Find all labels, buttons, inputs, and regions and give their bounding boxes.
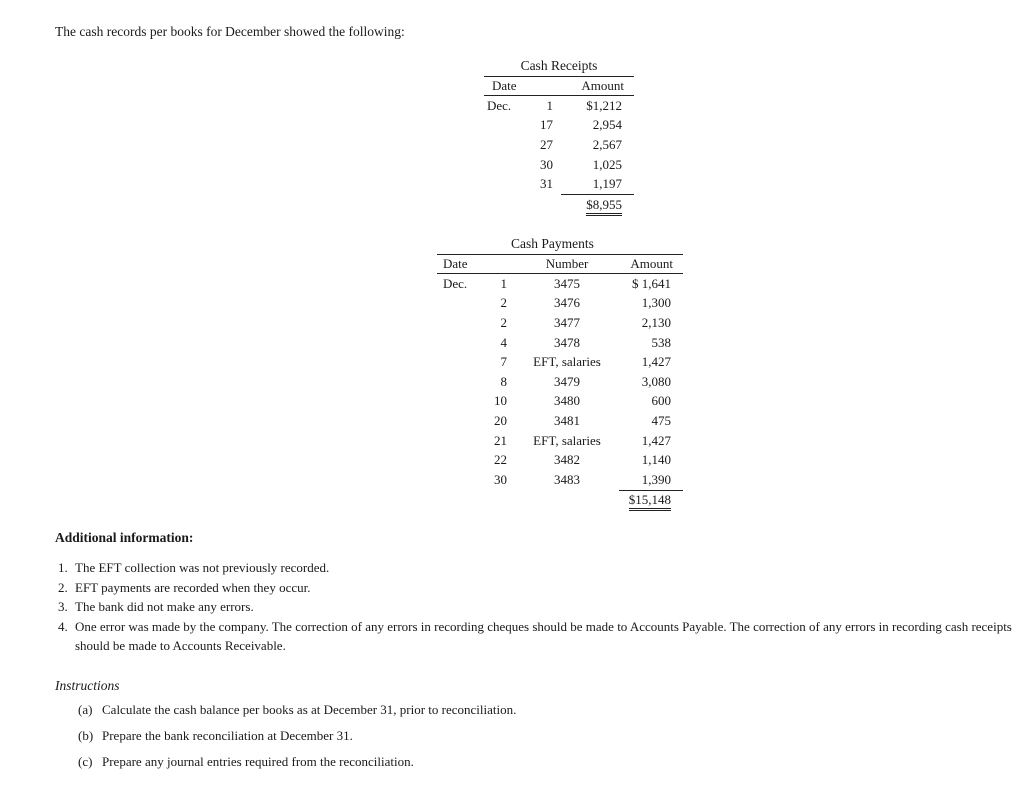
- table-row: [437, 470, 683, 490]
- receipts-total-row: [484, 194, 634, 214]
- payment-day: 30: [494, 471, 507, 487]
- payment-number: 3483: [554, 471, 580, 487]
- receipt-day: 17: [540, 117, 553, 133]
- receipt-month: [484, 116, 528, 136]
- table-row: [437, 372, 683, 392]
- payment-number: EFT, salaries: [533, 432, 601, 448]
- additional-info-heading: Additional information:: [55, 530, 194, 545]
- payment-day: 2: [500, 295, 507, 311]
- instruction-label: (b): [78, 728, 94, 743]
- list-item: [55, 597, 1015, 617]
- payment-month: [437, 352, 483, 372]
- cash-receipts-title: Cash Receipts: [520, 58, 598, 73]
- list-item: [55, 617, 1015, 656]
- payment-day: 22: [494, 452, 507, 468]
- receipts-total: $8,955: [586, 197, 622, 216]
- receipts-header-date: Date: [484, 77, 561, 96]
- payment-day: 10: [494, 393, 507, 409]
- item-text: The EFT collection was not previously recorded.: [75, 560, 330, 575]
- receipt-day: 27: [540, 136, 553, 152]
- payment-amount: 538: [651, 334, 671, 350]
- cash-receipts-table: [484, 56, 634, 215]
- instruction-text: Calculate the cash balance per books as at December 31, prior to reconciliation.: [102, 702, 517, 717]
- payment-month: [437, 333, 483, 353]
- payment-number: 3475: [554, 275, 580, 291]
- receipt-amount: 2,954: [592, 117, 622, 133]
- instruction-text: Prepare any journal entries required from the reconciliation.: [102, 754, 414, 769]
- table-row: [484, 116, 634, 136]
- intro-text: The cash records per books for December showed the following:: [55, 24, 405, 39]
- payments-header-date: Date: [437, 255, 515, 274]
- receipt-amount: 1,197: [592, 176, 622, 192]
- item-number: 2.: [58, 579, 68, 595]
- receipt-month: [484, 155, 528, 175]
- payment-amount: 1,427: [641, 432, 671, 448]
- receipt-month: [484, 174, 528, 194]
- payment-amount: 1,427: [641, 354, 671, 370]
- payment-month: [437, 392, 483, 412]
- table-row: [437, 294, 683, 314]
- payment-amount: 1,300: [641, 295, 671, 311]
- payment-day: 8: [500, 373, 507, 389]
- receipt-amount: 1,025: [592, 156, 622, 172]
- payment-amount: 1,140: [641, 452, 671, 468]
- payment-day: 1: [500, 275, 507, 291]
- receipt-day: 31: [540, 176, 553, 192]
- payment-month: Dec.: [443, 275, 468, 291]
- payment-month: [437, 313, 483, 333]
- receipt-month: Dec.: [487, 97, 512, 113]
- table-row: [484, 155, 634, 175]
- table-row: [484, 135, 634, 155]
- receipts-header-amount: Amount: [561, 77, 634, 96]
- receipt-amount: 2,567: [592, 136, 622, 152]
- payment-month: [437, 470, 483, 490]
- payments-total: $15,148: [629, 492, 671, 511]
- payment-month: [437, 450, 483, 470]
- instruction-item: [78, 749, 516, 775]
- payment-number: EFT, salaries: [533, 354, 601, 370]
- payment-number: 3481: [554, 412, 580, 428]
- instruction-text: Prepare the bank reconciliation at December 31.: [102, 728, 353, 743]
- item-number: 1.: [58, 560, 68, 575]
- table-row: [484, 96, 634, 116]
- payments-total-row: [437, 490, 683, 510]
- receipt-day: 1: [546, 97, 553, 113]
- payment-amount: 3,080: [641, 373, 671, 389]
- payment-number: 3476: [554, 295, 580, 311]
- payment-number: 3478: [554, 334, 580, 350]
- table-row: [437, 333, 683, 353]
- table-row: [484, 174, 634, 194]
- cash-payments-title: Cash Payments: [511, 236, 594, 251]
- payment-month: [437, 431, 483, 451]
- instructions-list: [78, 697, 516, 775]
- instructions-heading: Instructions: [55, 678, 120, 693]
- table-row: [437, 450, 683, 470]
- payment-amount: 475: [651, 412, 671, 428]
- payment-number: 3479: [554, 373, 580, 389]
- payment-amount: 600: [651, 393, 671, 409]
- cash-payments-table: [437, 234, 683, 510]
- item-text: The bank did not make any errors.: [75, 599, 254, 614]
- payment-month: [437, 411, 483, 431]
- payment-day: 7: [500, 354, 507, 370]
- payment-amount: 2,130: [641, 314, 671, 330]
- payment-day: 21: [494, 432, 507, 448]
- additional-info-list: [55, 558, 1015, 656]
- table-row: [437, 431, 683, 451]
- instruction-label: (c): [78, 754, 93, 769]
- payment-month: [437, 372, 483, 392]
- receipt-month: [484, 135, 528, 155]
- item-text: EFT payments are recorded when they occur.: [75, 579, 311, 595]
- list-item: [55, 578, 1015, 598]
- table-row: [437, 392, 683, 412]
- table-row: [437, 274, 683, 294]
- payments-header-amount: Amount: [619, 255, 683, 274]
- table-row: [437, 352, 683, 372]
- item-text: One error was made by the company. The correction of any errors in recording cheques should be made to Accounts Payable. The correction of any errors in recording cash receipts should be made to Accounts Receivable.: [75, 618, 1012, 653]
- payment-amount: 1,390: [641, 471, 671, 487]
- item-number: 3.: [58, 599, 68, 614]
- receipt-amount: $1,212: [586, 97, 622, 113]
- payment-number: 3480: [554, 393, 580, 409]
- payment-number: 3482: [554, 452, 580, 468]
- instruction-item: [78, 723, 516, 749]
- payment-number: 3477: [554, 314, 580, 330]
- table-row: [437, 313, 683, 333]
- receipt-day: 30: [540, 156, 553, 172]
- payment-amount: $ 1,641: [632, 275, 671, 291]
- payment-day: 4: [500, 334, 507, 350]
- instruction-label: (a): [78, 702, 93, 717]
- payment-month: [437, 294, 483, 314]
- table-row: [437, 411, 683, 431]
- payments-header-number: Number: [515, 255, 619, 274]
- payment-day: 2: [500, 314, 507, 330]
- item-number: 4.: [58, 618, 68, 634]
- list-item: [55, 558, 1015, 578]
- payment-day: 20: [494, 412, 507, 428]
- instruction-item: [78, 697, 516, 723]
